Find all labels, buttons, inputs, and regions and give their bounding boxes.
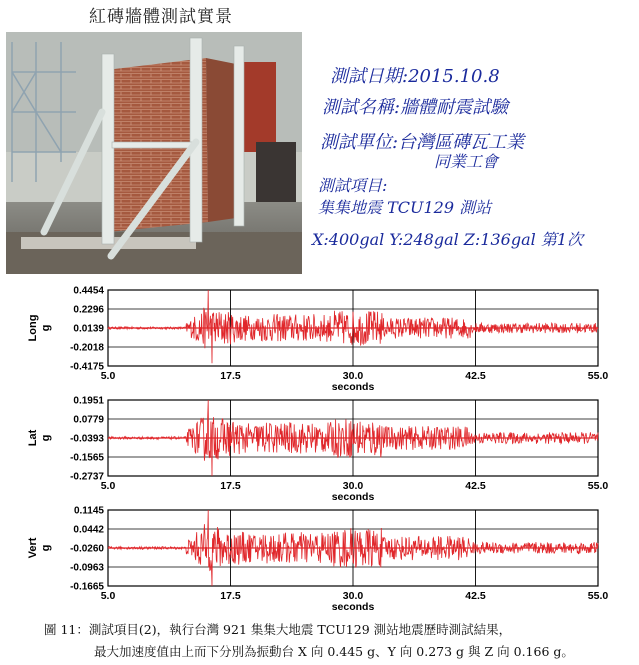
y-tick-label: -0.1565	[70, 452, 104, 464]
y-tick-label: 0.0779	[73, 414, 104, 426]
x-axis-label: seconds	[331, 491, 375, 503]
x-tick-label: 17.5	[220, 590, 241, 602]
y-axis-label: Long	[27, 314, 39, 342]
y-axis-label: Lat	[27, 429, 39, 447]
y-tick-label: 0.1145	[73, 505, 104, 517]
x-tick-label: 42.5	[465, 370, 486, 382]
note-line-date: 測試日期:2015.10.8	[330, 66, 500, 87]
x-tick-label: 42.5	[465, 590, 486, 602]
x-tick-label: 30.0	[342, 590, 364, 602]
x-tick-label: 17.5	[220, 480, 241, 492]
y-axis-label: g	[40, 324, 52, 332]
x-tick-label: 5.0	[100, 590, 116, 602]
photo-title: 紅磚牆體測試實景	[89, 7, 233, 27]
y-tick-label: -0.4175	[70, 361, 104, 373]
note-line-name: 測試名稱:牆體耐震試驗	[322, 97, 509, 118]
y-tick-label: -0.0963	[70, 562, 104, 574]
y-tick-label: 0.0139	[73, 323, 104, 335]
x-axis-label: seconds	[331, 601, 375, 612]
y-axis-label: g	[40, 544, 52, 552]
x-tick-label: 5.0	[100, 370, 116, 382]
y-tick-label: 0.2296	[73, 304, 104, 316]
y-tick-label: 0.0442	[73, 524, 104, 536]
y-tick-label: -0.2737	[70, 471, 104, 483]
y-axis-label: Vert	[27, 537, 39, 559]
note-line-gal: X:400gal Y:248gal Z:136gal 第1次	[312, 230, 584, 249]
y-tick-label: -0.2018	[70, 342, 104, 354]
note-line-station: 集集地震 TCU129 測站	[318, 198, 492, 217]
x-tick-label: 55.0	[587, 590, 609, 602]
x-tick-label: 30.0	[342, 370, 364, 382]
note-line-unit: 測試單位:台灣區磚瓦工業	[320, 132, 525, 153]
y-tick-label: -0.0260	[70, 543, 104, 555]
x-tick-label: 42.5	[465, 480, 486, 492]
y-tick-label: -0.1665	[70, 581, 104, 593]
y-tick-label: 0.4454	[73, 285, 104, 297]
y-tick-label: 0.1951	[73, 395, 104, 407]
x-tick-label: 5.0	[100, 480, 116, 492]
note-line-unit-cont: 同業工會	[434, 152, 499, 171]
chart-panel-2	[27, 506, 608, 613]
x-tick-label: 17.5	[220, 370, 241, 382]
x-tick-label: 30.0	[342, 480, 364, 492]
note-line-item: 測試項目:	[318, 176, 388, 195]
y-tick-label: -0.0393	[70, 433, 104, 445]
x-tick-label: 55.0	[587, 480, 609, 492]
acceleration-time-history-charts	[0, 282, 639, 612]
caption-line-2: 最大加速度值由上而下分別為振動台 X 向 0.445 g、Y 向 0.273 g 與 Z 向 0.166 g。	[94, 644, 574, 659]
x-axis-label: seconds	[331, 381, 375, 393]
caption-line-1: 圖 11：測試項目(2)，執行台灣 921 集集大地震 TCU129 測站地震歷時測試結果，	[44, 622, 512, 637]
figure-caption	[44, 619, 634, 663]
brick-wall-test-photo	[6, 32, 302, 274]
x-tick-label: 55.0	[587, 370, 609, 382]
chart-panel-1	[27, 396, 608, 504]
chart-panel-0	[27, 286, 608, 394]
y-axis-label: g	[40, 434, 52, 442]
